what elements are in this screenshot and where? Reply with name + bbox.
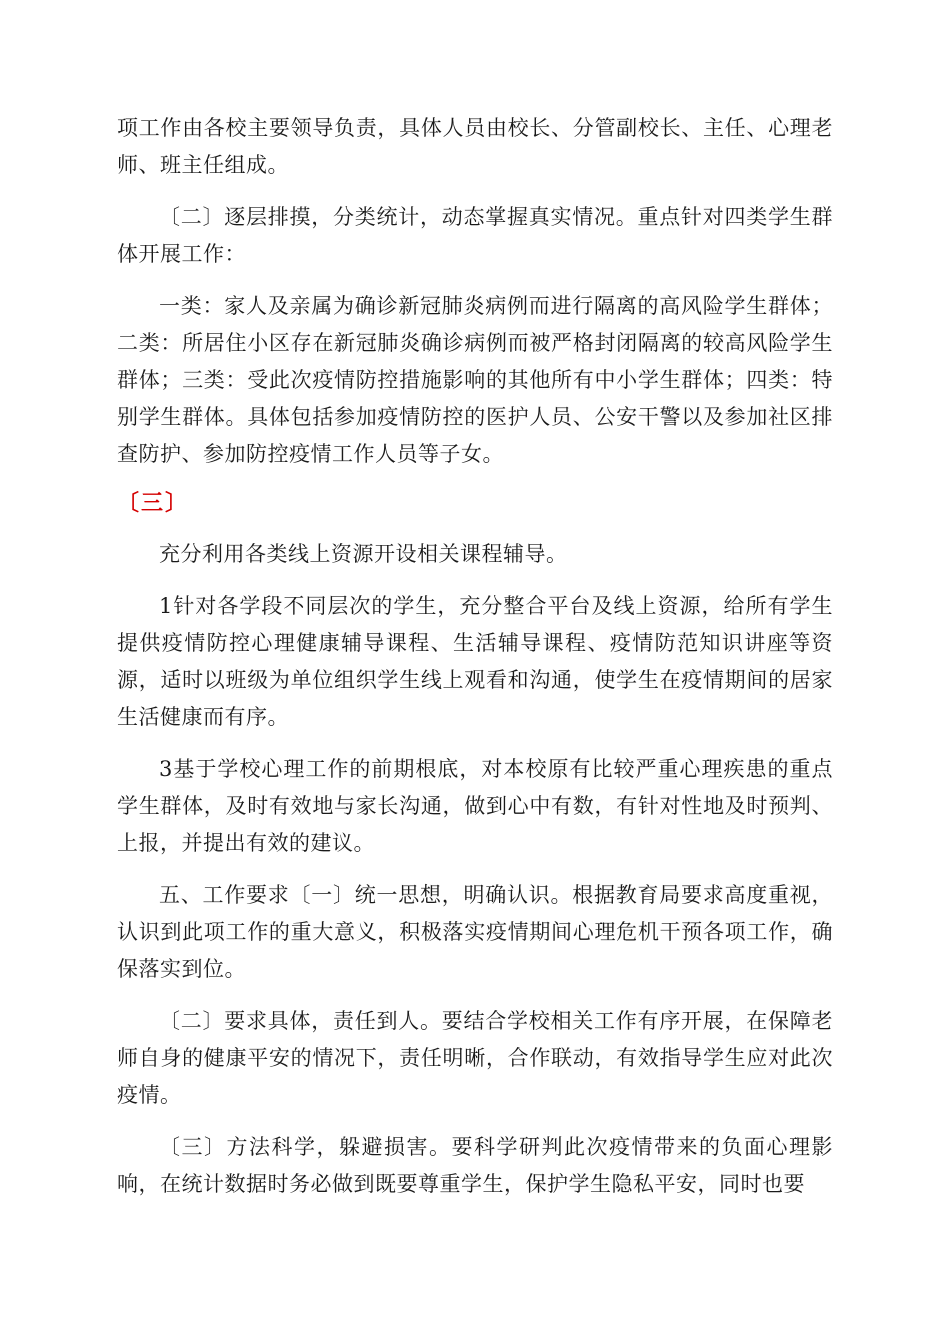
paragraph-continuation: 项工作由各校主要领导负责，具体人员由校长、分管副校长、主任、心理老师、班主任组成。: [117, 116, 833, 177]
section-heading-three: 〔三〕: [117, 490, 190, 516]
document-body: [117, 110, 833, 1218]
paragraph-classification-intro: 〔二〕逐层排摸，分类统计，动态掌握真实情况。重点针对四类学生群体开展工作：: [117, 205, 833, 266]
paragraph-online-resources: 充分利用各类线上资源开设相关课程辅导。: [159, 542, 568, 566]
paragraph-student-groups: 一类：家人及亲属为确诊新冠肺炎病例而进行隔离的高风险学生群体；二类：所居住小区存在新冠肺炎确诊病例而被严格封闭隔离的较高风险学生群体；三类：受此次疫情防控措施影响的其他所有中小学生群体；四类：特别学生群体。具体包括参加疫情防控的医护人员、公安干警以及参加社区排查防护、参加防控疫情工作人员等子女。: [117, 294, 833, 466]
paragraph-requirement-two: 〔二〕要求具体，责任到人。要结合学校相关工作有序开展，在保障老师自身的健康平安的情况下，责任明晰，合作联动，有效指导学生应对此次疫情。: [117, 1009, 833, 1107]
paragraph-requirement-three: 〔三〕方法科学，躲避损害。要科学研判此次疫情带来的负面心理影响，在统计数据时务必做到既要尊重学生，保护学生隐私平安，同时也要: [117, 1135, 833, 1196]
paragraph-item-3: 3基于学校心理工作的前期根底，对本校原有比较严重心理疾患的重点学生群体，及时有效地与家长沟通，做到心中有数，有针对性地及时预判、上报，并提出有效的建议。: [117, 757, 833, 855]
paragraph-item-1: 1针对各学段不同层次的学生，充分整合平台及线上资源，给所有学生提供疫情防控心理健康辅导课程、生活辅导课程、疫情防范知识讲座等资源，适时以班级为单位组织学生线上观看和沟通，使学生在疫情期间的居家生活健康而有序。: [117, 594, 833, 729]
paragraph-work-requirements: 五、工作要求〔一〕统一思想，明确认识。根据教育局要求高度重视，认识到此项工作的重大意义，积极落实疫情期间心理危机干预各项工作，确保落实到位。: [117, 883, 833, 981]
